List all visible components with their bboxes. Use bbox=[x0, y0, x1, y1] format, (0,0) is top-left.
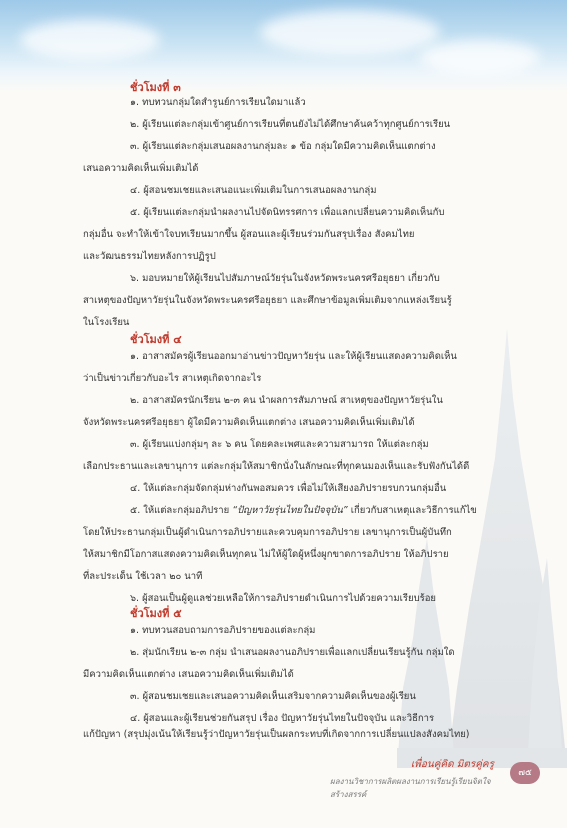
paragraph-line: เลือกประธานและเลขานุการ แต่ละกลุ่มให้สมาชิกนั่งในลักษณะที่ทุกคนมองเห็นและรับฟังกันได้ดี bbox=[83, 461, 470, 472]
page-number: ๗๕ bbox=[510, 762, 540, 784]
paragraph-line: ๓. ผู้เรียนแต่ละกลุ่มเสนอผลงานกลุ่มละ ๑ ข้อ กลุ่มใดมีความคิดเห็นแตกต่าง bbox=[130, 141, 436, 152]
paragraph-line: กลุ่มอื่น จะทำให้เข้าใจบทเรียนมากขึ้น ผู้สอนและผู้เรียนร่วมกันสรุปเรื่อง สังคมไทย bbox=[83, 229, 415, 240]
paragraph-line: ว่าเป็นข่าวเกี่ยวกับอะไร สาเหตุเกิดจากอะไร bbox=[83, 373, 262, 384]
paragraph-line: แก้ปัญหา (สรุปมุ่งเน้นให้เรียนรู้ว่าปัญหาวัยรุ่นเป็นผลกระทบที่เกิดจากการเปลี่ยนแปลงสังคมไทย) bbox=[83, 729, 470, 740]
paragraph-line: ๒. อาสาสมัครนักเรียน ๒-๓ คน นำผลการสัมภาษณ์ สาเหตุของปัญหาวัยรุ่นใน bbox=[130, 395, 443, 406]
paragraph-line: มีความคิดเห็นแตกต่าง เสนอความคิดเห็นเพิ่มเติมได้ bbox=[83, 669, 294, 680]
footer-subtitle: ผลงานวิชาการผลิตผลงานการเรียนรู้เรียนจิตใจสร้างสรรค์ bbox=[330, 777, 491, 799]
footer-brand: เพื่อนคู่คิด มิตรคู่ครู bbox=[410, 759, 494, 770]
paragraph-line: ๔. ผู้สอนและผู้เรียนช่วยกันสรุป เรื่อง ปัญหาวัยรุ่นไทยในปัจจุบัน และวิธีการ bbox=[130, 713, 435, 724]
paragraph-line: ให้สมาชิกมีโอกาสแสดงความคิดเห็นทุกคน ไม่ให้ผู้ใดผู้หนึ่งผูกขาดการอภิปราย ให้อภิปราย bbox=[83, 549, 449, 560]
paragraph-line: ในโรงเรียน bbox=[83, 317, 130, 328]
paragraph-line: ๒. สุ่มนักเรียน ๒-๓ กลุ่ม นำเสนอผลงานอภิปรายเพื่อแลกเปลี่ยนเรียนรู้กัน กลุ่มใด bbox=[130, 647, 455, 658]
paragraph-line: ๒. ผู้เรียนแต่ละกลุ่มเข้าศูนย์การเรียนที่ตนยังไม่ได้ศึกษาค้นคว้าทุกศูนย์การเรียน bbox=[130, 119, 451, 130]
paragraph-line: เสนอความคิดเห็นเพิ่มเติมได้ bbox=[83, 163, 199, 174]
paragraph-line: ๖. มอบหมายให้ผู้เรียนไปสัมภาษณ์วัยรุ่นในจังหวัดพระนครศรีอยุธยา เกี่ยวกับ bbox=[130, 273, 440, 284]
paragraph-line: ๓. ผู้เรียนแบ่งกลุ่มๆ ละ ๖ คน โดยคละเพศและความสามารถ ให้แต่ละกลุ่ม bbox=[130, 439, 429, 450]
paragraph-line: ๑. อาสาสมัครผู้เรียนออกมาอ่านข่าวปัญหาวัยรุ่น และให้ผู้เรียนแสดงความคิดเห็น bbox=[130, 351, 457, 362]
paragraph-line: ๖. ผู้สอนเป็นผู้ดูแลช่วยเหลือให้การอภิปรายดำเนินการไปด้วยความเรียบร้อย bbox=[130, 593, 436, 604]
paragraph-line bbox=[130, 500, 477, 522]
paragraph-line: ๑. ทบทวนกลุ่มใดสำรูนย์การเรียนใดมาแล้ว bbox=[130, 97, 306, 108]
paragraph-line: ๕. ผู้เรียนแต่ละกลุ่มนำผลงานไปจัดนิทรรศการ เพื่อแลกเปลี่ยนความคิดเห็นกับ bbox=[130, 207, 445, 218]
paragraph-line: ๔. ให้แต่ละกลุ่มจัดกลุ่มห่างกันพอสมควร เพื่อไม่ให้เสียงอภิปรายรบกวนกลุ่มอื่น bbox=[130, 483, 447, 494]
paragraph-line: จังหวัดพระนครศรีอยุธยา ผู้ใดมีความคิดเห็นแตกต่าง เสนอความคิดเห็นเพิ่มเติมได้ bbox=[83, 417, 415, 428]
paragraph-line: ๑. ทบทวนสอบถามการอภิปรายของแต่ละกลุ่ม bbox=[130, 625, 316, 636]
paragraph-text: ๕. ให้แต่ละกลุ่มอภิปราย bbox=[130, 505, 230, 516]
quoted-topic: “ปัญหาวัยรุ่นไทยในปัจจุบัน” bbox=[232, 505, 348, 516]
footer bbox=[330, 757, 530, 799]
section-title-hour-5: ชั่วโมงที่ ๕ bbox=[130, 607, 182, 620]
paragraph-line: สาเหตุของปัญหาวัยรุ่นในจังหวัดพระนครศรีอยุธยา และศึกษาข้อมูลเพิ่มเติมจากแหล่งเรียนรู้ bbox=[83, 295, 452, 306]
section-title-hour-3: ชั่วโมงที่ ๓ bbox=[130, 81, 181, 94]
paragraph-line: ๓. ผู้สอนชมเชยและเสนอความคิดเห็นเสริมจากความคิดเห็นของผู้เรียน bbox=[130, 691, 416, 702]
paragraph-line: ที่ละประเด็น ใช้เวลา ๒๐ นาที bbox=[83, 571, 203, 582]
paragraph-line: โดยให้ประธานกลุ่มเป็นผู้ดำเนินการอภิปรายและควบคุมการอภิปราย เลขานุการเป็นผู้บันทึก bbox=[83, 527, 452, 538]
paragraph-line: ๔. ผู้สอนชมเชยและเสนอแนะเพิ่มเติมในการเสนอผลงานกลุ่ม bbox=[130, 185, 377, 196]
paragraph-text: เกี่ยวกับสาเหตุและวิธีการแก้ไข bbox=[350, 505, 477, 516]
paragraph-line: และวัฒนธรรมไทยหลังการปฏิรูป bbox=[83, 251, 216, 262]
section-title-hour-4: ชั่วโมงที่ ๔ bbox=[130, 333, 182, 346]
